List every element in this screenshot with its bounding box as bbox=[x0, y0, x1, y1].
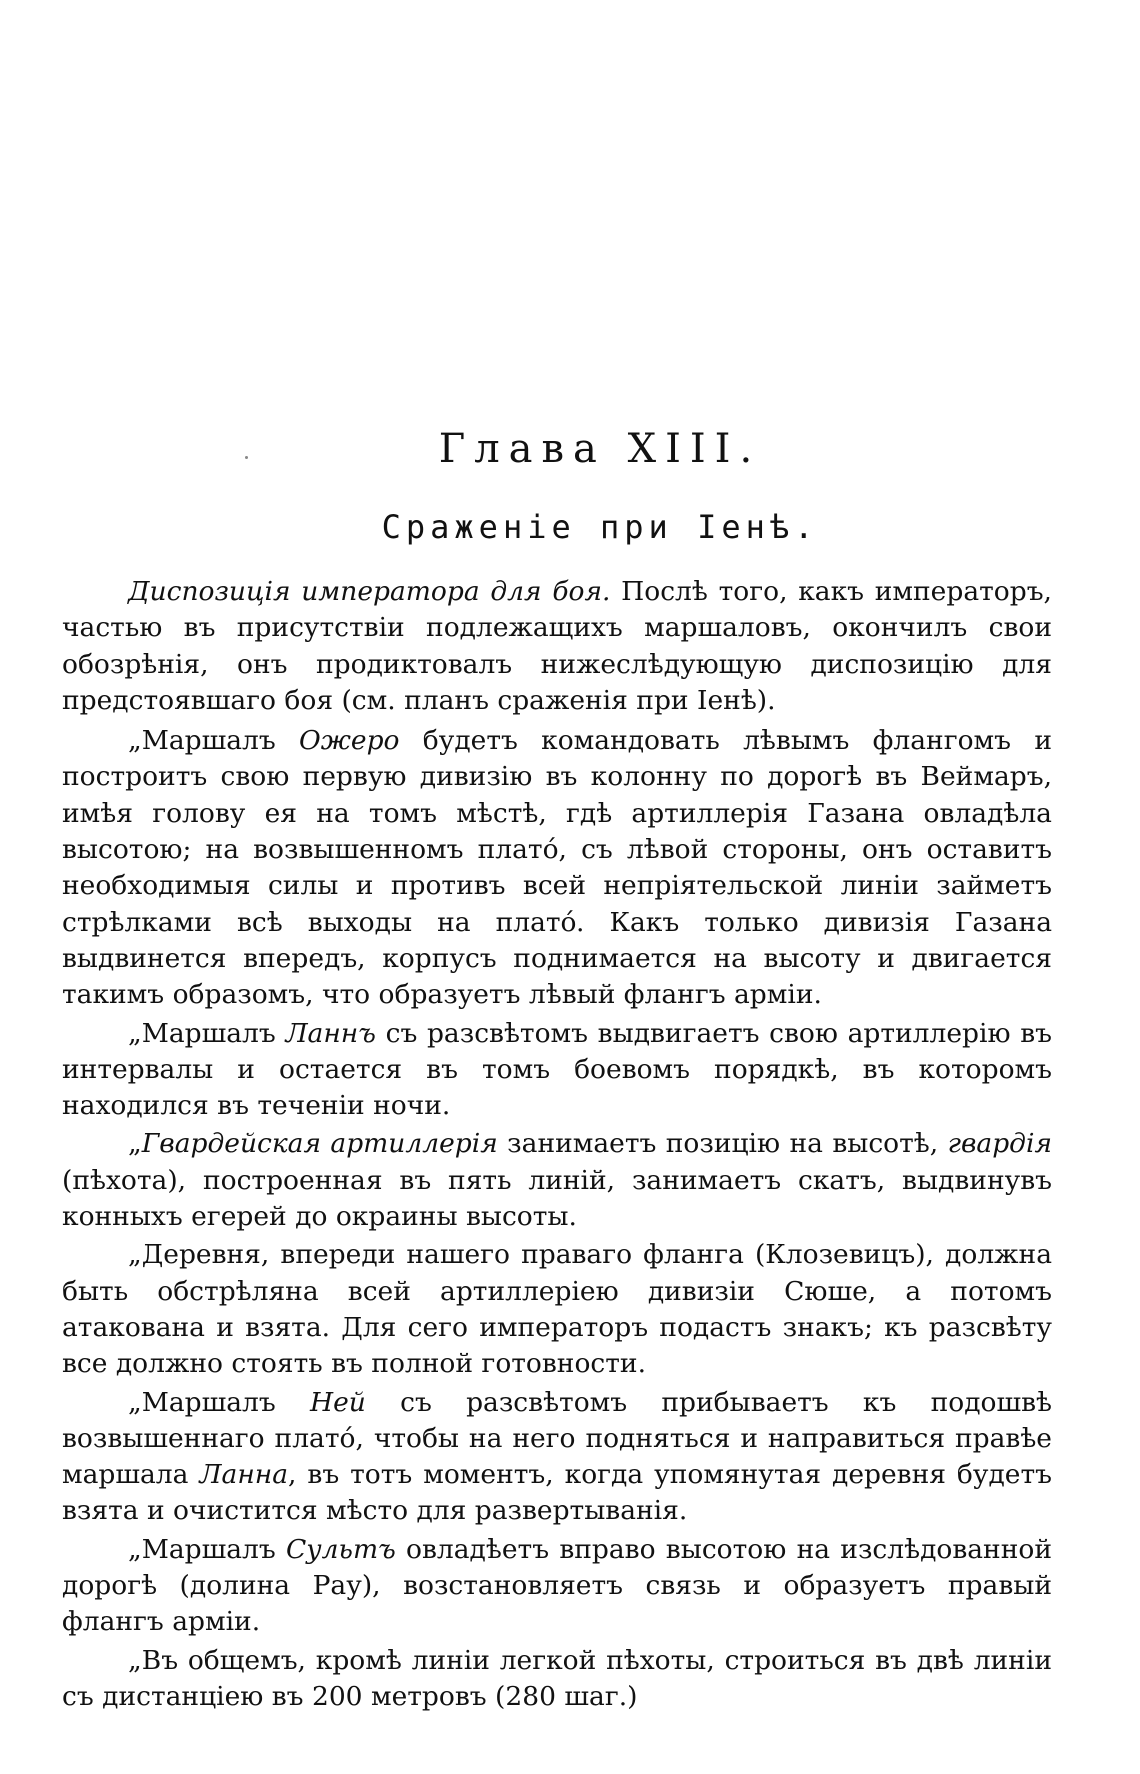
paragraph-disposition bbox=[62, 574, 1052, 719]
paragraph-text: съ разсвѣтомъ прибываетъ къ подошвѣ возвышеннаго платó, чтобы на него подняться и направиться правѣе маршала bbox=[62, 1386, 1052, 1491]
body-text bbox=[62, 574, 1052, 1717]
paragraph-lannes bbox=[62, 1016, 1052, 1125]
section-lead-heading: Диспозиція императора для боя. bbox=[128, 576, 611, 607]
paragraph-text: „ bbox=[128, 1128, 142, 1160]
paragraph-general bbox=[62, 1643, 1052, 1716]
paragraph-ney bbox=[62, 1385, 1052, 1530]
marshal-name: Сультъ bbox=[286, 1533, 396, 1565]
marshal-name: Ожеро bbox=[299, 725, 400, 757]
paragraph-text: овладѣетъ вправо высотою на изслѣдованной дорогѣ (долина Рау), возстановляетъ связь и образуетъ правый флангъ арміи. bbox=[62, 1533, 1052, 1638]
unit-name: Гвардейская артиллерія bbox=[141, 1128, 498, 1160]
paragraph-text: „Деревня, впереди нашего праваго фланга (Клозевицъ), должна быть обстрѣляна всей артиллеріею дивизіи Сюше, а потомъ атакована и взята. Для сего императоръ подастъ знакъ; къ разсвѣту все должно стоять въ полной готовности. bbox=[62, 1239, 1052, 1380]
marshal-name: Ланнъ bbox=[285, 1017, 376, 1049]
paragraph-text: „Маршалъ bbox=[128, 1386, 311, 1418]
marshal-name: Ланна bbox=[199, 1459, 289, 1491]
paragraph-text: „Въ общемъ, кромѣ линіи легкой пѣхоты, строиться въ двѣ линіи съ дистанціею въ 200 метровъ (280 шаг.) bbox=[62, 1644, 1052, 1712]
paragraph-text: „Маршалъ bbox=[128, 1533, 287, 1565]
paragraph-text: съ разсвѣтомъ выдвигаетъ свою артиллерію въ интервалы и остается въ томъ боевомъ порядкѣ, въ которомъ находился въ теченіи ночи. bbox=[62, 1017, 1052, 1122]
chapter-subtitle: Сраженіе при Іенѣ. bbox=[381, 508, 819, 546]
paragraph-village bbox=[62, 1237, 1052, 1382]
paragraph-augereau bbox=[62, 723, 1052, 1013]
chapter-title: Глава XIII. bbox=[438, 426, 762, 472]
paragraph-text: „Маршалъ bbox=[128, 725, 300, 757]
marshal-name: Ней bbox=[310, 1386, 366, 1418]
paragraph-text: , въ тотъ моментъ, когда упомянутая деревня будетъ взята и очистится мѣсто для развертыванія. bbox=[62, 1459, 1052, 1527]
paragraph-text: будетъ командовать лѣвымъ флангомъ и построитъ свою первую дивизію въ колонну по дорогѣ въ Веймаръ, имѣя голову ея на томъ мѣстѣ, гдѣ артиллерія Газана овладѣла высотою; на возвышенномъ платó, съ лѣвой стороны, онъ оставитъ необходимыя силы и противъ всей непріятельской линіи займетъ стрѣлками всѣ выходы на платó. Какъ только дивизія Газана выдвинется впередъ, корпусъ поднимается на высоту и двигается такимъ образомъ, что образуетъ лѣвый флангъ арміи. bbox=[62, 725, 1052, 1011]
paragraph-text: занимаетъ позицію на высотѣ, bbox=[497, 1128, 948, 1160]
paragraph-guard bbox=[62, 1126, 1052, 1235]
paragraph-text: Послѣ того, какъ императоръ, частью въ присутствіи подлежащихъ маршаловъ, окончилъ свои обозрѣнія, онъ продиктовалъ нижеслѣдующую диспозицію для предстоявшаго боя (см. планъ сраженія при Іенѣ). bbox=[62, 576, 1052, 716]
paragraph-text: „Маршалъ bbox=[128, 1017, 286, 1049]
paragraph-soult bbox=[62, 1532, 1052, 1641]
paragraph-text: (пѣхота), построенная въ пять линій, занимаетъ скатъ, выдвинувъ конныхъ егерей до окраины высоты. bbox=[62, 1164, 1052, 1233]
unit-name: гвардія bbox=[947, 1128, 1052, 1160]
